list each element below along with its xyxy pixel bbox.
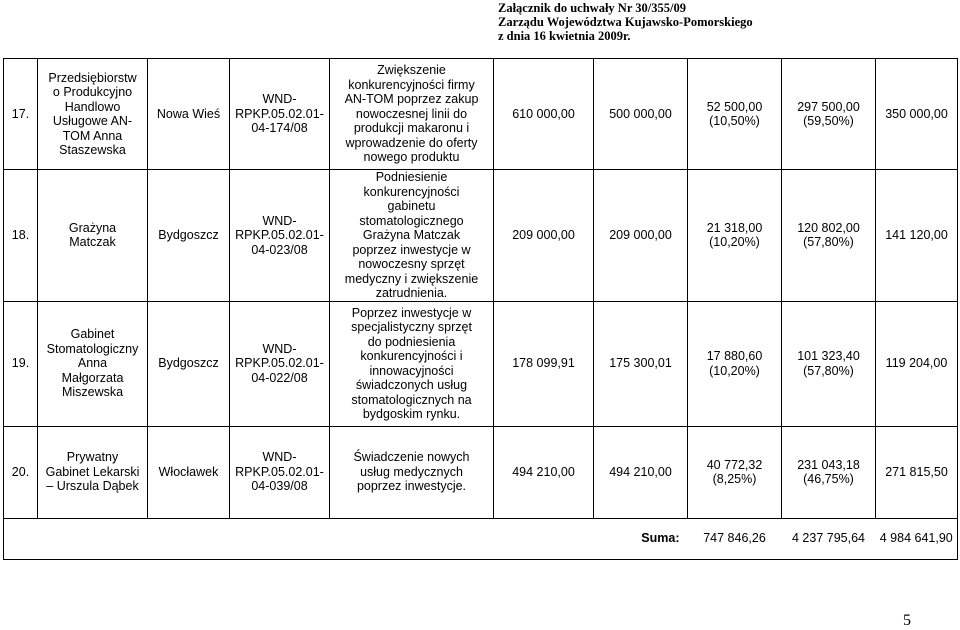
summary-label: Suma: bbox=[4, 518, 688, 559]
table-row bbox=[4, 59, 958, 170]
summary-grant-total: 4 237 795,64 bbox=[782, 518, 876, 559]
grant-amount: 231 043,18 (46,75%) bbox=[782, 426, 876, 518]
project-title: Świadczenie nowych usług medycznych poprzez inwestycje. bbox=[330, 426, 494, 518]
table-row bbox=[4, 426, 958, 518]
applicant-city: Bydgoszcz bbox=[148, 301, 230, 426]
row-number: 17. bbox=[4, 59, 38, 170]
row-number: 20. bbox=[4, 426, 38, 518]
project-title: Zwiększenie konkurencyjności firmy AN-TOM poprzez zakup nowoczesnej linii do produkcji makaronu i wprowadzenie do oferty nowego produktu bbox=[330, 59, 494, 170]
eligible-costs: 500 000,00 bbox=[594, 59, 688, 170]
header-line-1: Załącznik do uchwały Nr 30/355/09 bbox=[498, 1, 686, 15]
summary-row bbox=[4, 518, 958, 559]
row-number: 18. bbox=[4, 170, 38, 302]
own-amount: 52 500,00 (10,50%) bbox=[688, 59, 782, 170]
total-value: 494 210,00 bbox=[494, 426, 594, 518]
own-amount: 21 318,00 (10,20%) bbox=[688, 170, 782, 302]
table-row bbox=[4, 301, 958, 426]
grant-amount: 101 323,40 (57,80%) bbox=[782, 301, 876, 426]
application-number: WND- RPKP.05.02.01- 04-039/08 bbox=[230, 426, 330, 518]
cumulative-amount: 141 120,00 bbox=[876, 170, 958, 302]
total-value: 178 099,91 bbox=[494, 301, 594, 426]
project-title: Podniesienie konkurencyjności gabinetu stomatologicznego Grażyna Matczak poprzez inwestycje w nowoczesny sprzęt medyczny i zwiększenie zatrudnienia. bbox=[330, 170, 494, 302]
resolution-header bbox=[498, 1, 798, 43]
applicant-name: Gabinet Stomatologiczny Anna Małgorzata Miszewska bbox=[38, 301, 148, 426]
applicant-city: Nowa Wieś bbox=[148, 59, 230, 170]
project-title: Poprzez inwestycje w specjalistyczny sprzęt do podniesienia konkurencyjności i innowacyjności świadczonych usług stomatologicznych na bydgoskim rynku. bbox=[330, 301, 494, 426]
cumulative-amount: 271 815,50 bbox=[876, 426, 958, 518]
applicant-city: Włocławek bbox=[148, 426, 230, 518]
grant-amount: 120 802,00 (57,80%) bbox=[782, 170, 876, 302]
applicant-name: Prywatny Gabinet Lekarski – Urszula Dąbek bbox=[38, 426, 148, 518]
table-row bbox=[4, 170, 958, 302]
total-value: 610 000,00 bbox=[494, 59, 594, 170]
page-number: 5 bbox=[903, 612, 911, 629]
application-number: WND- RPKP.05.02.01- 04-174/08 bbox=[230, 59, 330, 170]
eligible-costs: 209 000,00 bbox=[594, 170, 688, 302]
cumulative-amount: 350 000,00 bbox=[876, 59, 958, 170]
summary-own-total: 747 846,26 bbox=[688, 518, 782, 559]
application-number: WND- RPKP.05.02.01- 04-023/08 bbox=[230, 170, 330, 302]
eligible-costs: 175 300,01 bbox=[594, 301, 688, 426]
header-line-3: z dnia 16 kwietnia 2009r. bbox=[498, 29, 631, 43]
summary-cumulative-total: 4 984 641,90 bbox=[876, 518, 958, 559]
applicant-name: Grażyna Matczak bbox=[38, 170, 148, 302]
applicant-name: Przedsiębiorstw o Produkcyjno Handlowo Usługowe AN- TOM Anna Staszewska bbox=[38, 59, 148, 170]
applicant-city: Bydgoszcz bbox=[148, 170, 230, 302]
application-number: WND- RPKP.05.02.01- 04-022/08 bbox=[230, 301, 330, 426]
cumulative-amount: 119 204,00 bbox=[876, 301, 958, 426]
total-value: 209 000,00 bbox=[494, 170, 594, 302]
row-number: 19. bbox=[4, 301, 38, 426]
own-amount: 40 772,32 (8,25%) bbox=[688, 426, 782, 518]
header-line-2: Zarządu Województwa Kujawsko-Pomorskiego bbox=[498, 15, 753, 29]
projects-table bbox=[3, 58, 958, 560]
eligible-costs: 494 210,00 bbox=[594, 426, 688, 518]
grant-amount: 297 500,00 (59,50%) bbox=[782, 59, 876, 170]
own-amount: 17 880,60 (10,20%) bbox=[688, 301, 782, 426]
